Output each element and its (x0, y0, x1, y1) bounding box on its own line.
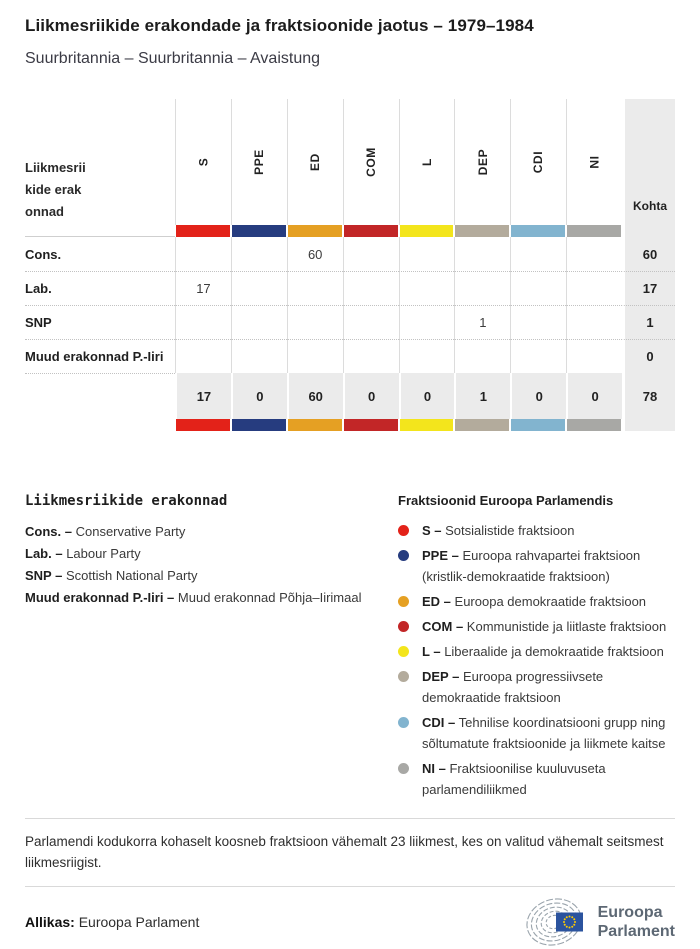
faction-color-bar-cdi (510, 419, 566, 431)
table-cell (399, 339, 455, 373)
table-cell (231, 339, 287, 373)
table-cell (343, 237, 399, 271)
faction-color-bar-ed (287, 419, 343, 431)
faction-color-bar-ni (566, 225, 622, 237)
com-color-dot-icon (398, 621, 409, 632)
table-cell (566, 339, 622, 373)
s-color-dot-icon (398, 525, 409, 536)
table-cell (399, 305, 455, 339)
table-cell (566, 271, 622, 305)
table-cell (231, 271, 287, 305)
row-total: 17 (622, 271, 675, 305)
faction-color-bar-dep (454, 419, 510, 431)
faction-color-bar-ni (566, 419, 622, 431)
strip-spacer (25, 225, 175, 237)
cdi-color-dot-icon (398, 717, 409, 728)
legend-item-ni: NI – Fraktsioonilise kuuluvuseta parlamendiliikmed (398, 758, 675, 800)
table-cell (510, 305, 566, 339)
column-total: 0 (399, 373, 455, 419)
faction-color-bar-ed (287, 225, 343, 237)
column-header-dep: DEP (454, 99, 510, 225)
table-cell (343, 305, 399, 339)
legend-item-dep: DEP – Euroopa progressiivsete demokraatide fraktsioon (398, 666, 675, 708)
table-cell (175, 305, 231, 339)
eu-parliament-logo (526, 895, 675, 949)
table-cell: 17 (175, 271, 231, 305)
grand-total: 78 (622, 373, 675, 419)
faction-color-bar-l (399, 419, 455, 431)
table-cell (510, 339, 566, 373)
parties-legend-title: Liikmesriikide erakonnad (25, 493, 228, 509)
table-cell (399, 271, 455, 305)
table-cell (566, 237, 622, 271)
divider (25, 886, 675, 887)
column-header-ppe: PPE (231, 99, 287, 225)
ed-color-dot-icon (398, 596, 409, 607)
table-cell (175, 237, 231, 271)
legend-item-s: S – Sotsialistide fraktsioon (398, 520, 675, 541)
kohta-column-fill (622, 419, 675, 431)
legend-item-muud: Muud erakonnad P.-Iiri – Muud erakonnad Põhja–Iirimaal (25, 590, 362, 605)
totals-row-spacer (25, 373, 175, 419)
faction-color-bar-l (399, 225, 455, 237)
table-cell (287, 271, 343, 305)
legend-item-com: COM – Kommunistide ja liitlaste fraktsioon (398, 616, 675, 637)
l-color-dot-icon (398, 646, 409, 657)
legend-item-ed: ED – Euroopa demokraatide fraktsioon (398, 591, 675, 612)
column-header-s: S (175, 99, 231, 225)
column-total: 0 (566, 373, 622, 419)
column-total: 17 (175, 373, 231, 419)
faction-color-bar-s (175, 225, 231, 237)
faction-color-bar-ppe (231, 225, 287, 237)
column-header-ni: NI (566, 99, 622, 225)
column-total: 0 (510, 373, 566, 419)
table-cell (566, 305, 622, 339)
table-cell (454, 237, 510, 271)
strip-spacer (25, 419, 175, 431)
column-total: 0 (343, 373, 399, 419)
column-total: 0 (231, 373, 287, 419)
factions-legend-title: Fraktsioonid Euroopa Parlamendis (398, 493, 614, 508)
faction-color-bar-ppe (231, 419, 287, 431)
row-header-label: Liikmesriikide erakonnad (25, 160, 86, 219)
legend-item-l: L – Liberaalide ja demokraatide fraktsioon (398, 641, 675, 662)
row-total: 1 (622, 305, 675, 339)
faction-color-bar-s (175, 419, 231, 431)
page-subtitle: Suurbritannia – Suurbritannia – Avaistung (25, 50, 321, 67)
row-label-lab: Lab. (25, 271, 175, 305)
column-header-ed: ED (287, 99, 343, 225)
ni-color-dot-icon (398, 763, 409, 774)
logo-text: Euroopa Parlament (597, 904, 675, 940)
kohta-column-fill (622, 225, 675, 237)
legend-item-cons: Cons. – Conservative Party (25, 524, 186, 539)
table-cell (175, 339, 231, 373)
legend-item-ppe: PPE – Euroopa rahvapartei fraktsioon (kristlik-demokraatide fraktsioon) (398, 545, 675, 587)
source-text: Allikas: Euroopa Parlament (25, 914, 200, 930)
page (0, 14, 700, 943)
table-cell (287, 305, 343, 339)
column-header-com: COM (343, 99, 399, 225)
dep-color-dot-icon (398, 671, 409, 682)
legend-item-lab: Lab. – Labour Party (25, 546, 141, 561)
faction-color-bar-cdi (510, 225, 566, 237)
row-label-snp: SNP (25, 305, 175, 339)
page-title: Liikmesriikide erakondade ja fraktsioonide jaotus – 1979–1984 (25, 16, 534, 35)
faction-color-bar-com (343, 419, 399, 431)
table-cell (231, 237, 287, 271)
faction-color-bar-dep (454, 225, 510, 237)
column-header-cdi: CDI (510, 99, 566, 225)
table-cell: 60 (287, 237, 343, 271)
faction-color-bar-com (343, 225, 399, 237)
table-cell (231, 305, 287, 339)
legend-item-cdi: CDI – Tehnilise koordinatsiooni grupp ning sõltumatute fraktsioonide ja liikmete kaitse (398, 712, 675, 754)
factions-legend (398, 493, 675, 804)
table-cell (454, 271, 510, 305)
eu-flag-icon (556, 913, 583, 932)
row-total: 60 (622, 237, 675, 271)
table-cell (287, 339, 343, 373)
distribution-table (25, 99, 675, 431)
column-total: 1 (454, 373, 510, 419)
table-cell (343, 339, 399, 373)
parties-legend (25, 493, 398, 804)
legends-section (25, 493, 675, 804)
column-header-kohta: Kohta (622, 99, 675, 225)
table-cell (510, 271, 566, 305)
row-label-muud: Muud erakonnad P.-Iiri (25, 339, 175, 373)
table-cell (454, 339, 510, 373)
hemicycle-icon (526, 895, 590, 949)
table-cell (399, 237, 455, 271)
table-cell (510, 237, 566, 271)
ppe-color-dot-icon (398, 550, 409, 561)
row-label-cons: Cons. (25, 246, 62, 262)
column-header-l: L (399, 99, 455, 225)
column-total: 60 (287, 373, 343, 419)
table-cell (343, 271, 399, 305)
divider (25, 818, 675, 819)
row-total: 0 (622, 339, 675, 373)
legend-item-snp: SNP – Scottish National Party (25, 568, 198, 583)
footnote: Parlamendi kodukorra kohaselt koosneb fraktsioon vähemalt 23 liikmest, kes on valitud vähemalt seitsmest liikmesriigist. (25, 834, 664, 870)
table-cell: 1 (454, 305, 510, 339)
source-row (25, 895, 675, 949)
